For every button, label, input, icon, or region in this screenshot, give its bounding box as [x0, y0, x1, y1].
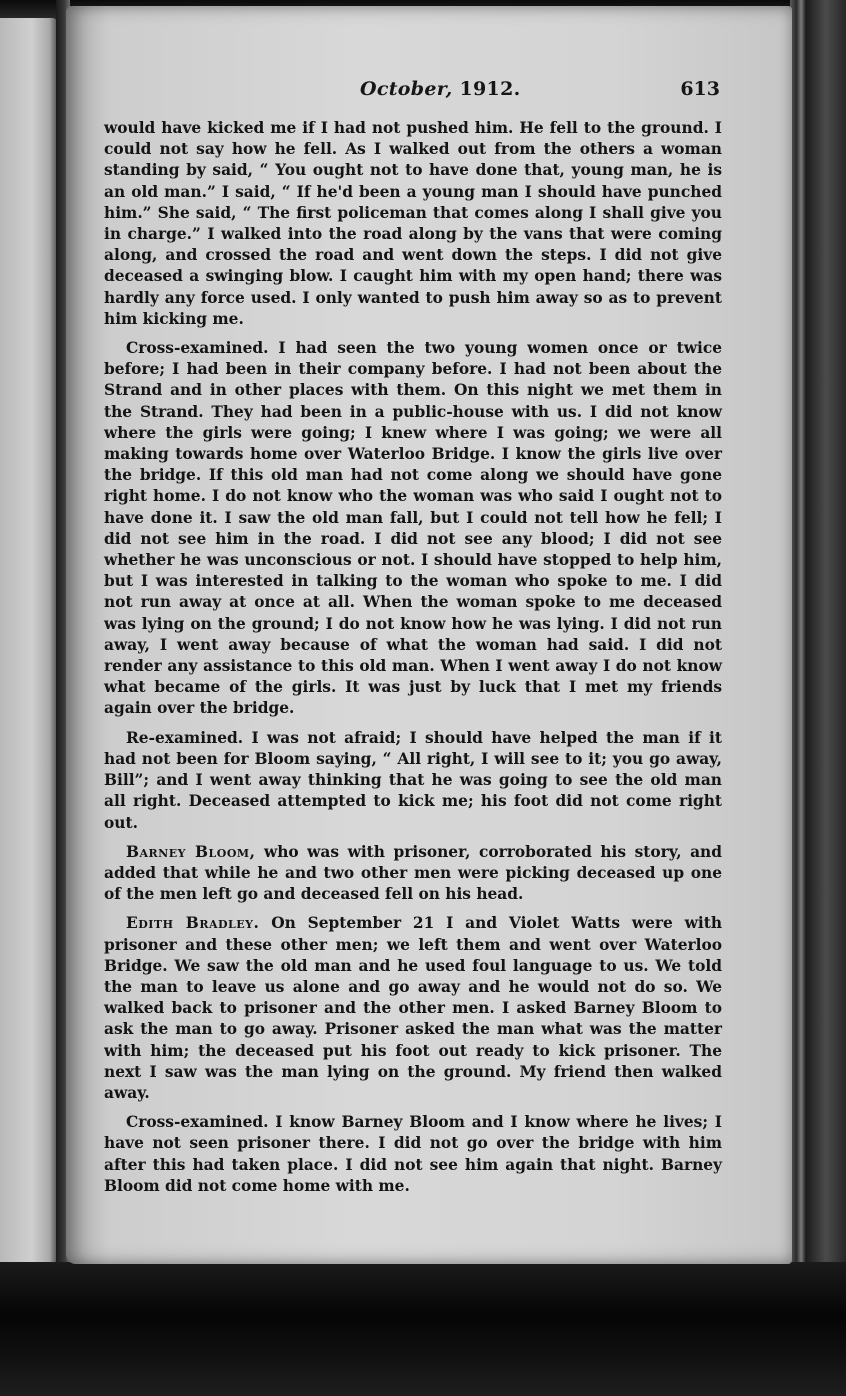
paragraph-text: would have kicked me if I had not pushed him. He fell to the ground. I could not say how he fell. As I walked out from the others a woman standing by said, “ You ought not to have done that, young man, he is an old man.” I said, “ If he'd been a young man I should have punched him.” She said, “ The first policeman that comes along I shall give you in charge.” I walked into the road along by the vans that were coming along, and crossed the road and went down the steps. I did not give deceased a swinging blow. I caught him with my open hand; there was hardly any force used. I only wanted to push him away so as to prevent him kicking me.: [104, 119, 722, 328]
witness-name: Barney Bloom,: [126, 842, 256, 861]
paragraph-re-examined: [104, 728, 722, 834]
page-header: [110, 78, 720, 108]
book-cover-edge: [806, 0, 846, 1330]
page-number: 613: [680, 78, 720, 100]
paragraph-text: Cross-examined. I had seen the two young women once or twice before; I had been in their company before. I had not been about the Strand and in other places with them. On this night we met them in the Strand. They had been in a public-house with us. I did not know where the girls were going; I knew where I was going; we were all making towards home over Waterloo Bridge. I know the girls live over the bridge. If this old man had not come along we should have gone right home. I do not know who the woman was who said I ought not to have done it. I saw the old man fall, but I could not tell how he fell; I did not see him in the road. I did not see any blood; I did not see whether he was unconscious or not. I should have stopped to help him, but I was interested in talking to the woman who spoke to me. I did not run away at once at all. When the woman spoke to me deceased was lying on the ground; I do not know how he was lying. I did not run away, I went away because of what the woman had said. I did not render any assistance to this old man. When I went away I do not know what became of the girls. It was just by luck that I met my friends again over the bridge.: [104, 339, 722, 718]
page-stack-edge: [790, 0, 806, 1290]
paragraph-cross-examined: [104, 338, 722, 720]
paragraph-text: who was with prisoner, corroborated his story, and added that while he and two other men were picking deceased up one of the men left go and deceased fell on his head.: [104, 842, 722, 904]
bottom-shadow: [0, 1262, 846, 1396]
paragraph-1: [104, 118, 722, 330]
running-head-month: October: [360, 78, 446, 100]
paragraph-text: Re-examined. I was not afraid; I should have helped the man if it had not been for Bloom saying, “ All right, I will see to it; you go away, Bill”; and I went away thinking that he was going to see the old man all right. Deceased attempted to kick me; his foot did not come right out.: [104, 728, 722, 832]
page-body: [104, 118, 722, 1205]
witness-name: Edith Bradley.: [126, 914, 260, 933]
paragraph-text: Cross-examined. I know Barney Bloom and I know where he lives; I have not seen prisoner there. I did not go over the bridge with him after this had taken place. I did not see him again that night. Barney Bloom did not come home with me.: [104, 1113, 722, 1195]
paragraph-barney-bloom: [104, 842, 722, 906]
running-head-year: 1912.: [459, 78, 521, 100]
running-head: October, 1912.: [360, 78, 521, 100]
paragraph-text: On September 21 I and Violet Watts were with prisoner and these other men; we left them and went over Waterloo Bridge. We saw the old man and he used foul language to us. We told the man to leave us alone and go away and he would not do so. We walked back to prisoner and the other men. I asked Barney Bloom to ask the man to go away. Prisoner asked the man what was the matter with him; the deceased put his foot out ready to kick prisoner. The next I saw was the man lying on the ground. My friend then walked away.: [104, 914, 723, 1102]
previous-page-edge: [0, 18, 58, 1263]
paragraph-edith-bradley: [104, 913, 722, 1104]
paragraph-cross-examined-2: [104, 1112, 722, 1197]
